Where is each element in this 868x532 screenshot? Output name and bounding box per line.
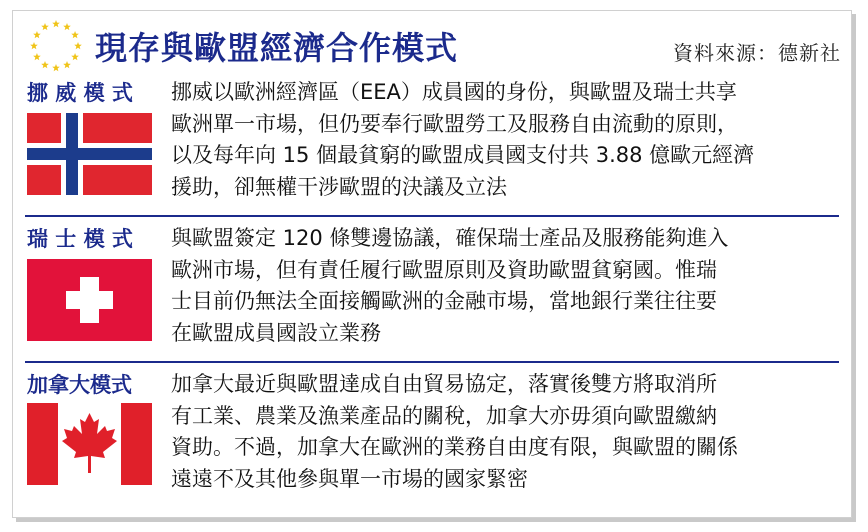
header bbox=[13, 11, 851, 73]
eu-star-icon bbox=[52, 20, 60, 27]
eu-star-icon bbox=[41, 23, 49, 30]
page-title: 現存與歐盟經濟合作模式 bbox=[95, 29, 459, 67]
text-line: 挪威以歐洲經濟區（EEA）成員國的身份，與歐盟及瑞士共享 bbox=[171, 80, 737, 104]
divider bbox=[25, 361, 839, 363]
eu-star-icon bbox=[30, 42, 38, 49]
text-line: 歐洲市場，但有責任履行歐盟原則及資助歐盟貧窮國。惟瑞 bbox=[171, 257, 717, 282]
text-line: 歐洲單一市場，但仍要奉行歐盟勞工及服務自由流動的原則， bbox=[171, 111, 738, 136]
section-norway bbox=[13, 77, 851, 215]
eu-star-icon bbox=[63, 23, 71, 30]
section-label-switzerland: 瑞 士 模 式 bbox=[27, 227, 133, 251]
section-label-canada: 加拿大模式 bbox=[27, 373, 132, 397]
eu-star-icon bbox=[33, 31, 41, 38]
text-line: 以及每年向 15 個最貧窮的歐盟成員國支付共 3.88 億歐元經濟 bbox=[171, 143, 755, 167]
info-card bbox=[12, 10, 852, 518]
eu-stars-icon bbox=[27, 17, 85, 75]
section-text-switzerland bbox=[171, 223, 843, 349]
eu-star-icon bbox=[41, 61, 49, 68]
text-line: 與歐盟簽定 120 條雙邊協議，確保瑞士產品及服務能夠進入 bbox=[171, 226, 729, 250]
canada-flag-icon bbox=[27, 403, 152, 485]
text-line: 士目前仍無法全面接觸歐洲的金融市場，當地銀行業往往要 bbox=[171, 289, 717, 313]
divider bbox=[25, 215, 839, 217]
eu-star-icon bbox=[71, 31, 79, 38]
section-canada bbox=[13, 369, 851, 509]
eu-star-icon bbox=[33, 53, 41, 60]
eu-star-icon bbox=[71, 53, 79, 60]
section-text-norway bbox=[171, 77, 843, 203]
text-line: 遠遠不及其他參與單一市場的國家緊密 bbox=[171, 466, 528, 491]
source-credit: 資料來源：德新社 bbox=[673, 41, 841, 65]
text-line: 資助。不過，加拿大在歐洲的業務自由度有限，與歐盟的關係 bbox=[171, 435, 738, 459]
eu-star-icon bbox=[74, 42, 82, 49]
norway-flag-icon bbox=[27, 113, 152, 195]
section-text-canada bbox=[171, 369, 843, 495]
eu-star-icon bbox=[63, 61, 71, 68]
text-line: 在歐盟成員國設立業務 bbox=[171, 320, 381, 345]
text-line: 援助，卻無權干涉歐盟的決議及立法 bbox=[171, 174, 507, 199]
text-line: 加拿大最近與歐盟達成自由貿易協定，落實後雙方將取消所 bbox=[171, 372, 717, 396]
eu-star-icon bbox=[52, 64, 60, 71]
switzerland-flag-icon bbox=[27, 259, 152, 341]
text-line: 有工業、農業及漁業產品的關稅，加拿大亦毋須向歐盟繳納 bbox=[171, 403, 717, 428]
section-label-norway: 挪 威 模 式 bbox=[27, 81, 133, 105]
section-switzerland bbox=[13, 223, 851, 361]
